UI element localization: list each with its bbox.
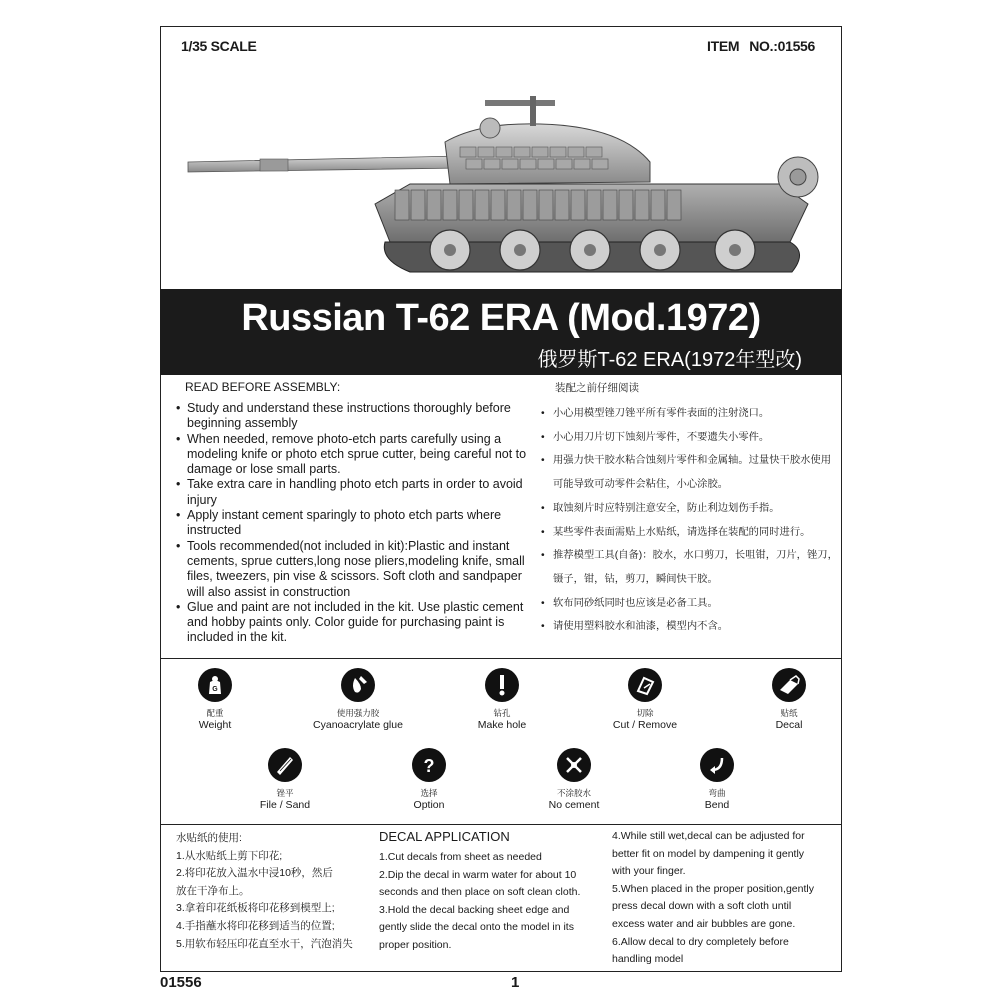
divider <box>160 658 842 659</box>
instructions-cn-heading: 装配之前仔细阅读 <box>555 382 639 394</box>
decal-en2-section: 4.While still wet,decal can be adjusted for better fit on model by dampening it gently with your finger. 5.When placed in the proper position,gently press decal down with a soft cloth until excess water and air bubbles are gone. 6.Allow decal to dry completely before handling model <box>612 830 814 966</box>
legend-file-sand: 锉平 File / Sand <box>215 748 355 811</box>
list-item: • 小心用刀片切下蚀刻片零件，不要遗失小零件。 <box>541 426 841 450</box>
title-english: Russian T-62 ERA (Mod.1972) <box>241 297 761 339</box>
glue-drop-icon <box>341 668 375 702</box>
footer-item-number: 01556 <box>160 974 202 991</box>
drill-icon <box>485 668 519 702</box>
list-item: • 请使用塑料胶水和油漆，模型内不含。 <box>541 615 841 639</box>
legend-weight: G 配重 Weight <box>145 668 285 731</box>
legend-cyanoacrylate-glue: 使用强力胶 Cyanoacrylate glue <box>288 668 428 731</box>
list-item: • When needed, remove photo-etch parts carefully using a modeling knife or photo etch sprue cutter, being careful not to damage or lose small parts. <box>176 432 536 478</box>
item-label: ITEM <box>707 38 740 54</box>
list-item: • 某些零件表面需贴上水贴纸，请选择在装配的同时进行。 <box>541 521 841 545</box>
legend-decal: 贴纸 Decal <box>719 668 859 731</box>
instructions-cn-list <box>541 402 841 639</box>
list-item: • Take extra care in handling photo etch parts in order to avoid injury <box>176 477 536 508</box>
list-item: • Apply instant cement sparingly to photo etch parts where instructed <box>176 508 536 539</box>
svg-text:G: G <box>212 686 218 693</box>
decal-en-heading: DECAL APPLICATION <box>379 829 510 844</box>
legend-no-cement: 不涂胶水 No cement <box>504 748 644 811</box>
tank-illustration <box>180 92 830 282</box>
svg-text:?: ? <box>423 756 435 776</box>
legend-bend: 弯曲 Bend <box>647 748 787 811</box>
item-no: NO.:01556 <box>749 38 816 54</box>
list-item: • 取蚀刻片时应特别注意安全，防止利边划伤手指。 <box>541 497 841 521</box>
list-item: • Tools recommended(not included in kit):Plastic and instant cements, sprue cutters,long nose pliers,modeling knife, small files, tweezers, pin vise & scissors. Soft cloth and sandpaper will also assist in construction <box>176 539 536 600</box>
decal-cn-heading: 水贴纸的使用: <box>176 832 242 844</box>
list-item: • 软布同砂纸同时也应该是必备工具。 <box>541 592 841 616</box>
weight-icon <box>198 668 232 702</box>
list-item: • 推荐模型工具(自备)：胶水，水口剪刀，长咀钳，刀片，锉刀，镊子，钳，钻，剪刀，瞬间快干胶。 <box>541 544 841 591</box>
instructions-en-list <box>176 401 536 646</box>
legend-cut-remove: 切除 Cut / Remove <box>575 668 715 731</box>
file-icon <box>268 748 302 782</box>
decal-en-section: DECAL APPLICATION 1.Cut decals from sheet as needed 2.Dip the decal in warm water for about 10 seconds and then place on soft clean cloth. 3.Hold the decal backing sheet edge and gently slide the decal onto the model in its proper position. <box>379 828 611 955</box>
decal-cn-section: 水贴纸的使用: 1.从水贴纸上剪下印花; 2.将印花放入温水中浸10秒，然后 放在干净布上。 3.拿着印花纸板将印花移到模型上; 4.手指蘸水将印花移到适当的位置; 5.用软布轻压印花直至水干，汽泡消失 <box>176 830 376 953</box>
title-band <box>160 289 842 375</box>
divider <box>160 824 842 825</box>
title-chinese: 俄罗斯T-62 ERA(1972年型改) <box>537 349 802 371</box>
page-number: 1 <box>511 974 520 991</box>
instructions-en-heading: READ BEFORE ASSEMBLY: <box>185 380 341 394</box>
list-item: • 用强力快干胶水粘合蚀刻片零件和金属轴。过量快干胶水使用可能导致可动零件会粘住，小心涂胶。 <box>541 449 841 496</box>
list-item: • Study and understand these instructions thoroughly before beginning assembly <box>176 401 536 432</box>
bend-icon <box>700 748 734 782</box>
question-icon <box>412 748 446 782</box>
item-number <box>707 38 815 54</box>
decal-icon <box>772 668 806 702</box>
scale-label: 1/35 SCALE <box>181 38 257 54</box>
legend-option: ? 选择 Option <box>359 748 499 811</box>
no-cement-icon <box>557 748 591 782</box>
legend-make-hole: 钻孔 Make hole <box>432 668 572 731</box>
list-item: • Glue and paint are not included in the kit. Use plastic cement and hobby paints only. Color guide for purchasing paint is included in the kit. <box>176 600 536 646</box>
cut-icon <box>628 668 662 702</box>
list-item: • 小心用模型锉刀锉平所有零件表面的注射浇口。 <box>541 402 841 426</box>
